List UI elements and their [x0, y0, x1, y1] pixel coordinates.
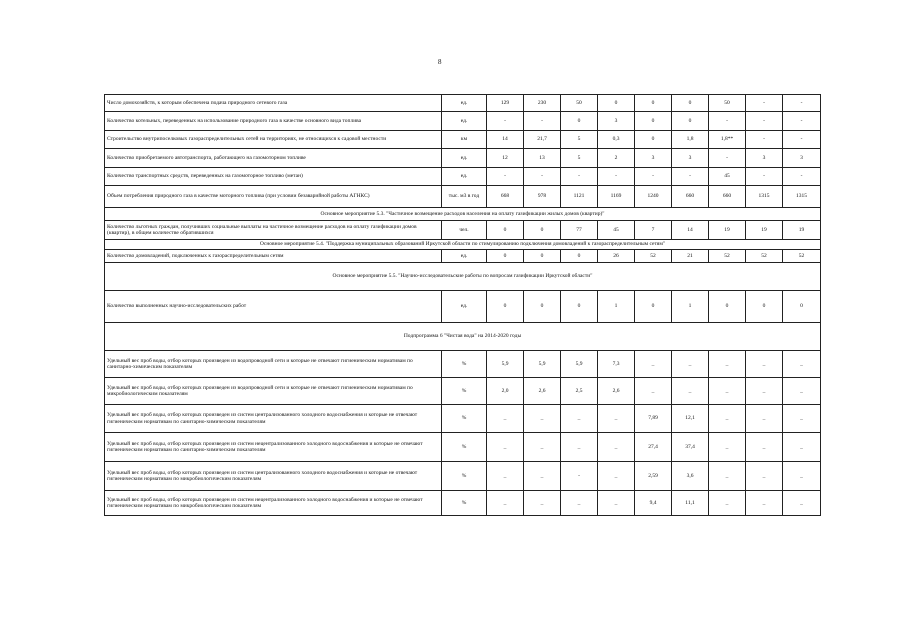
value-cell: 0	[635, 112, 672, 131]
table-row	[105, 462, 821, 491]
table-row	[105, 131, 821, 149]
value-cell: -	[746, 168, 783, 186]
unit-cell: %	[442, 351, 487, 378]
table-row	[105, 351, 821, 378]
value-cell: _	[635, 378, 672, 405]
value-cell: 0	[635, 95, 672, 112]
value-cell: 0	[746, 291, 783, 323]
value-cell: 5	[561, 149, 598, 168]
value-cell: -	[598, 168, 635, 186]
value-cell: 1	[598, 291, 635, 323]
value-cell: 11,1	[672, 491, 709, 516]
unit-cell: %	[442, 462, 487, 491]
value-cell: _	[561, 491, 598, 516]
indicator-name: Удельный вес проб воды, отбор которых произведен из систем нецентрализованного холодного водоснабжения и которые не отвечают гигиеническим нормативам по санитарно-химическим показателям	[105, 433, 442, 462]
value-cell: _	[598, 405, 635, 433]
value-cell: -	[709, 149, 746, 168]
value-cell: 0	[635, 291, 672, 323]
section-header-row	[105, 240, 821, 250]
table-row	[105, 250, 821, 263]
value-cell: 0	[672, 95, 709, 112]
value-cell: 19	[709, 221, 746, 240]
table-row	[105, 491, 821, 516]
value-cell: 978	[524, 186, 561, 208]
value-cell: 52	[709, 250, 746, 263]
value-cell: 7,89	[635, 405, 672, 433]
value-cell: -	[746, 112, 783, 131]
value-cell: _	[598, 491, 635, 516]
value-cell: 45	[598, 221, 635, 240]
value-cell: _	[524, 405, 561, 433]
value-cell: 37,4	[672, 433, 709, 462]
value-cell: 2,5	[561, 378, 598, 405]
value-cell: 5	[561, 131, 598, 149]
value-cell: -	[672, 168, 709, 186]
value-cell: -	[783, 112, 821, 131]
value-cell: _	[783, 405, 821, 433]
table-row	[105, 378, 821, 405]
value-cell: 27,4	[635, 433, 672, 462]
value-cell: 12,1	[672, 405, 709, 433]
value-cell: 1240	[635, 186, 672, 208]
unit-cell: ед.	[442, 168, 487, 186]
value-cell: -	[783, 131, 821, 149]
value-cell: -	[746, 131, 783, 149]
indicator-name: Удельный вес проб воды, отбор которых произведен из систем нецентрализованного холодного водоснабжения и которые не отвечают гигиеническим нормативам по микробиологическим показателям	[105, 491, 442, 516]
section-title: Основное мероприятие 5.4. "Поддержка муниципальных образований Иркутской области по стимулированию подключения домовладений к газораспределительным сетям"	[105, 240, 821, 250]
value-cell: 21	[672, 250, 709, 263]
value-cell: 77	[561, 221, 598, 240]
value-cell: 7,3	[598, 351, 635, 378]
value-cell: 1,8	[672, 131, 709, 149]
value-cell: _	[709, 378, 746, 405]
value-cell: 0	[561, 291, 598, 323]
value-cell: _	[746, 351, 783, 378]
value-cell: 14	[487, 131, 524, 149]
table-row	[105, 149, 821, 168]
value-cell: 0,3	[598, 131, 635, 149]
value-cell: 0	[524, 291, 561, 323]
table-row	[105, 405, 821, 433]
indicator-name: Удельный вес проб воды, отбор которых произведен из водопроводной сети и которые не отвечают гигиеническим нормативам по санитарно-химическим показателям	[105, 351, 442, 378]
indicators-table	[104, 94, 821, 516]
value-cell: _	[672, 351, 709, 378]
value-cell: 3	[783, 149, 821, 168]
value-cell: 3	[635, 149, 672, 168]
table-body	[105, 95, 821, 516]
unit-cell: км	[442, 131, 487, 149]
value-cell: _	[561, 433, 598, 462]
indicator-name: Количество котельных, переведенных на использование природного газа в качестве основного вида топлива	[105, 112, 442, 131]
unit-cell: ед.	[442, 250, 487, 263]
value-cell: 52	[783, 250, 821, 263]
value-cell: _	[487, 491, 524, 516]
indicator-name: Удельный вес проб воды, отбор которых произведен из водопроводной сети и которые не отвечают гигиеническим нормативам по микробиологическим показателям	[105, 378, 442, 405]
table-row	[105, 168, 821, 186]
value-cell: _	[709, 405, 746, 433]
table-row	[105, 186, 821, 208]
value-cell: -	[561, 462, 598, 491]
page-number: 8	[438, 58, 442, 66]
value-cell: 0	[487, 250, 524, 263]
value-cell: _	[487, 433, 524, 462]
unit-cell: %	[442, 491, 487, 516]
unit-cell: тыс. м3 в год	[442, 186, 487, 208]
value-cell: _	[561, 405, 598, 433]
value-cell: _	[783, 462, 821, 491]
section-title: Подпрограмма 6 "Чистая вода" на 2014-2020 годы	[105, 323, 821, 351]
value-cell: -	[524, 112, 561, 131]
value-cell: 2,59	[635, 462, 672, 491]
value-cell: _	[635, 351, 672, 378]
table-row	[105, 291, 821, 323]
value-cell: _	[487, 462, 524, 491]
section-header-row	[105, 208, 821, 221]
indicator-name: Число домохозяйств, к которым обеспечена подача природного сетевого газа	[105, 95, 442, 112]
value-cell: 7	[635, 221, 672, 240]
value-cell: -	[746, 95, 783, 112]
indicator-name: Количество выполненных научно-исследовательских работ	[105, 291, 442, 323]
value-cell: 1315	[783, 186, 821, 208]
value-cell: 0	[783, 291, 821, 323]
value-cell: 0	[487, 221, 524, 240]
value-cell: 3	[746, 149, 783, 168]
value-cell: 230	[524, 95, 561, 112]
indicator-name: Количество домовладений, подключенных к газораспределительным сетям	[105, 250, 442, 263]
indicator-name: Объем потребления природного газа в качестве моторного топлива (при условии безаварийной работы АГНКС)	[105, 186, 442, 208]
value-cell: _	[524, 433, 561, 462]
value-cell: _	[524, 462, 561, 491]
indicator-name: Количество приобретаемого автотранспорта, работающего на газомоторном топливе	[105, 149, 442, 168]
value-cell: -	[635, 168, 672, 186]
table-row	[105, 112, 821, 131]
value-cell: 129	[487, 95, 524, 112]
value-cell: 0	[598, 95, 635, 112]
value-cell: _	[746, 491, 783, 516]
indicator-name: Строительство внутрипоселковых газораспределительных сетей на территориях, не относящихся к садовой местности	[105, 131, 442, 149]
value-cell: 52	[635, 250, 672, 263]
value-cell: 1315	[746, 186, 783, 208]
value-cell: 50	[709, 95, 746, 112]
unit-cell: ед.	[442, 149, 487, 168]
value-cell: _	[598, 462, 635, 491]
value-cell: _	[746, 462, 783, 491]
value-cell: 2,6	[598, 378, 635, 405]
section-title: Основное мероприятие 5.5. "Научно-исследовательские работы по вопросам газификации Иркутской области"	[105, 263, 821, 291]
value-cell: 3	[598, 112, 635, 131]
indicator-name: Количество транспортных средств, переведенных на газомоторное топливо (метан)	[105, 168, 442, 186]
value-cell: 2	[598, 149, 635, 168]
value-cell: -	[783, 168, 821, 186]
value-cell: 0	[635, 131, 672, 149]
value-cell: _	[783, 491, 821, 516]
value-cell: _	[709, 433, 746, 462]
value-cell: 0	[709, 291, 746, 323]
value-cell: 45	[709, 168, 746, 186]
value-cell: -	[524, 168, 561, 186]
value-cell: _	[709, 351, 746, 378]
value-cell: 5,9	[487, 351, 524, 378]
value-cell: -	[783, 95, 821, 112]
value-cell: _	[783, 351, 821, 378]
value-cell: 50	[561, 95, 598, 112]
indicator-name: Удельный вес проб воды, отбор которых произведен из систем централизованного холодного водоснабжения и которые не отвечают гигиеническим нормативам по санитарно-химическим показателям	[105, 405, 442, 433]
value-cell: 0	[524, 221, 561, 240]
value-cell: _	[487, 405, 524, 433]
table-row	[105, 221, 821, 240]
indicator-name: Количество льготных граждан, получивших социальные выплаты на частичное возмещение расходов на оплату газификации домов (квартир), в общем количестве обратившихся	[105, 221, 442, 240]
value-cell: 21,7	[524, 131, 561, 149]
value-cell: 0	[524, 250, 561, 263]
value-cell: 1	[672, 291, 709, 323]
value-cell: -	[487, 168, 524, 186]
value-cell: -	[561, 168, 598, 186]
value-cell: 2,0	[487, 378, 524, 405]
value-cell: 1121	[561, 186, 598, 208]
section-header-row	[105, 263, 821, 291]
value-cell: 19	[746, 221, 783, 240]
value-cell: _	[672, 378, 709, 405]
section-header-row	[105, 323, 821, 351]
value-cell: 660	[672, 186, 709, 208]
value-cell: _	[746, 378, 783, 405]
table-row	[105, 433, 821, 462]
value-cell: _	[709, 462, 746, 491]
value-cell: 5,9	[561, 351, 598, 378]
value-cell: 19	[783, 221, 821, 240]
value-cell: _	[598, 433, 635, 462]
value-cell: 14	[672, 221, 709, 240]
value-cell: 12	[487, 149, 524, 168]
value-cell: _	[746, 433, 783, 462]
value-cell: 668	[487, 186, 524, 208]
value-cell: 13	[524, 149, 561, 168]
value-cell: 0	[561, 112, 598, 131]
unit-cell: %	[442, 405, 487, 433]
value-cell: 1,8**	[709, 131, 746, 149]
value-cell: 0	[561, 250, 598, 263]
value-cell: 2,6	[524, 378, 561, 405]
value-cell: -	[709, 112, 746, 131]
value-cell: 26	[598, 250, 635, 263]
value-cell: 1169	[598, 186, 635, 208]
value-cell: 52	[746, 250, 783, 263]
value-cell: 3,6	[672, 462, 709, 491]
unit-cell: ед.	[442, 291, 487, 323]
value-cell: _	[783, 378, 821, 405]
value-cell: _	[746, 405, 783, 433]
value-cell: -	[487, 112, 524, 131]
value-cell: 0	[672, 112, 709, 131]
value-cell: _	[524, 491, 561, 516]
unit-cell: %	[442, 433, 487, 462]
value-cell: 9,4	[635, 491, 672, 516]
table-row	[105, 95, 821, 112]
unit-cell: ед.	[442, 95, 487, 112]
unit-cell: ед.	[442, 112, 487, 131]
section-title: Основное мероприятие 5.3. "Частичное возмещение расходов населения на оплату газификации жилых домов (квартир)"	[105, 208, 821, 221]
value-cell: 5,9	[524, 351, 561, 378]
unit-cell: чел.	[442, 221, 487, 240]
value-cell: 660	[709, 186, 746, 208]
indicator-name: Удельный вес проб воды, отбор которых произведен из систем централизованного холодного водоснабжения и которые не отвечают гигиеническим нормативам по микробиологическим показателям	[105, 462, 442, 491]
value-cell: _	[709, 491, 746, 516]
value-cell: _	[783, 433, 821, 462]
unit-cell: %	[442, 378, 487, 405]
value-cell: 0	[487, 291, 524, 323]
value-cell: 3	[672, 149, 709, 168]
